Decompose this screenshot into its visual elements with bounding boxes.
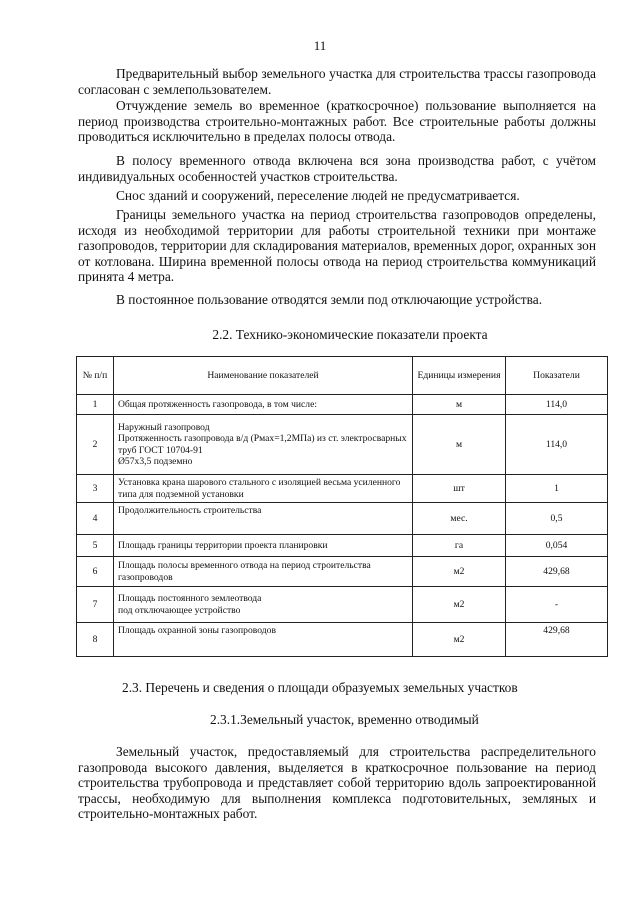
row-unit: м [413, 415, 506, 475]
paragraph-allotment-zone: В полосу временного отвода включена вся зона производства работ, с учётом индивидуальных особенностей участков строительства. [78, 153, 596, 184]
table-row [77, 503, 608, 535]
header-value: Показатели [506, 357, 608, 395]
row-num: 2 [77, 415, 114, 475]
section-2-2-title: 2.2. Технико-экономические показатели проекта [212, 327, 488, 342]
row-unit: шт [413, 475, 506, 503]
paragraph-temporary-plot: Земельный участок, предоставляемый для строительства распределительного газопровода высокого давления, выделяется в краткосрочное пользование на период строительства трубопровода и представляет собой территорию вдоль запроектированной трассы, необходимую для выполнения комплекса подготовительных, земляных и строительно-монтажных работ. [78, 744, 596, 822]
paragraph-land-selection: Предварительный выбор земельного участка для строительства трассы газопровода согласован с землепользователем. [78, 66, 596, 97]
table-row [77, 587, 608, 623]
row-value: 114,0 [506, 415, 608, 475]
table-row [77, 395, 608, 415]
row-value: 429,68 [506, 557, 608, 587]
paragraph-temporary-use: Отчуждение земель во временное (краткосрочное) пользование выполняется на период производства строительно-монтажных работ. Все строительные работы должны проводиться исключительно в пределах полосы отвода. [78, 98, 596, 145]
indicators-table [76, 356, 608, 657]
row-value: 429,68 [506, 623, 608, 657]
row-name: Площадь полосы временного отвода на период строительства газопроводов [114, 557, 413, 587]
row-value: 1 [506, 475, 608, 503]
row-name: Наружный газопровод Протяженность газопровода в/д (Рмах=1,2МПа) из ст. электросварных труб ГОСТ 10704-91 Ø57х3,5 подземно [114, 415, 413, 475]
row-num: 4 [77, 503, 114, 535]
row-value: - [506, 587, 608, 623]
row-name: Площадь границы территории проекта планировки [114, 535, 413, 557]
row-num: 1 [77, 395, 114, 415]
header-name: Наименование показателей [114, 357, 413, 395]
header-unit: Единицы измерения [413, 357, 506, 395]
row-num: 7 [77, 587, 114, 623]
row-name: Площадь охранной зоны газопроводов [114, 623, 413, 657]
row-unit: га [413, 535, 506, 557]
row-name: Общая протяженность газопровода, в том числе: [114, 395, 413, 415]
section-2-3-title: 2.3. Перечень и сведения о площади образуемых земельных участков [122, 680, 518, 695]
section-2-3-1-title: 2.3.1.Земельный участок, временно отводимый [210, 712, 479, 727]
table-row [77, 623, 608, 657]
row-value: 0,054 [506, 535, 608, 557]
table-row [77, 415, 608, 475]
row-num: 8 [77, 623, 114, 657]
paragraph-boundaries: Границы земельного участка на период строительства газопроводов определены, исходя из необходимой территории для работы строительной техники при монтаже газопроводов, территории для складирования материалов, временных дорог, охранных зон от котлована. Ширина временной полосы отвода на период строительства коммуникаций принята 4 метра. [78, 207, 596, 285]
row-unit: м2 [413, 587, 506, 623]
row-unit: м [413, 395, 506, 415]
row-num: 6 [77, 557, 114, 587]
table-row [77, 557, 608, 587]
row-num: 3 [77, 475, 114, 503]
row-num: 5 [77, 535, 114, 557]
table-row [77, 475, 608, 503]
table-row [77, 535, 608, 557]
row-unit: мес. [413, 503, 506, 535]
row-name: Установка крана шарового стального с изоляцией весьма усиленного типа для подземной установки [114, 475, 413, 503]
row-unit: м2 [413, 557, 506, 587]
row-unit: м2 [413, 623, 506, 657]
row-name: Продолжительность строительства [114, 503, 413, 535]
header-num: № п/п [77, 357, 114, 395]
page-number: 11 [313, 38, 327, 53]
row-value: 0,5 [506, 503, 608, 535]
paragraph-permanent-use: В постоянное пользование отводятся земли под отключающие устройства. [116, 292, 543, 307]
table-header-row [77, 357, 608, 395]
row-value: 114,0 [506, 395, 608, 415]
paragraph-demolition: Снос зданий и сооружений, переселение людей не предусматривается. [116, 188, 520, 203]
row-name: Площадь постоянного землеотвода под отключающее устройство [114, 587, 413, 623]
